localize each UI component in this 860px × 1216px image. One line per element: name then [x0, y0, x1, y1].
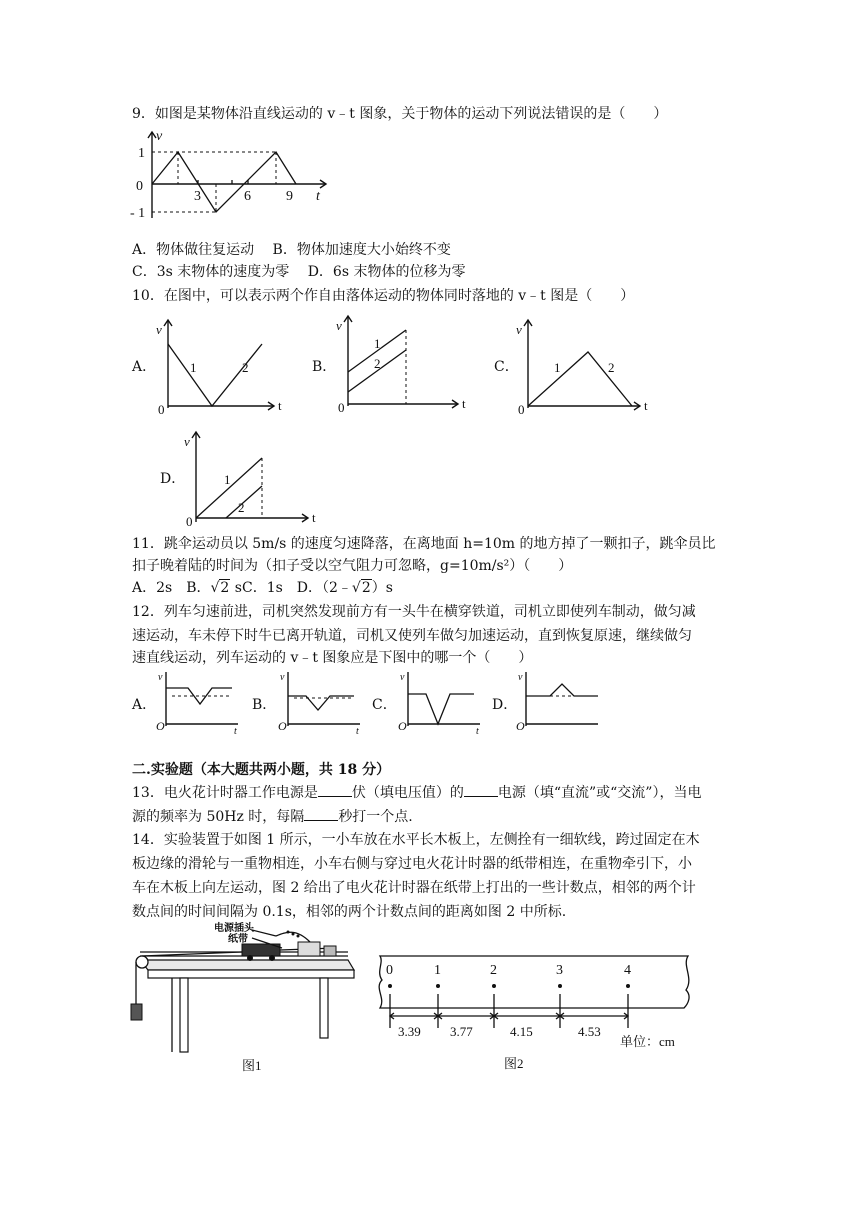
fig2-point-2: 2 — [490, 963, 497, 978]
q11-opt-b-tail: sC．1s D．（2﹣ — [230, 580, 352, 596]
q13-blank-type[interactable] — [464, 782, 498, 797]
q13-blank-period[interactable] — [304, 806, 338, 821]
q10b-1: 1 — [374, 336, 381, 351]
q13-line1 — [132, 782, 701, 803]
fig1-label-tape: 纸带 — [228, 934, 248, 945]
q12a-t: t — [234, 726, 237, 737]
q10b-2: 2 — [374, 356, 381, 371]
q10d-v: v — [184, 434, 190, 449]
q12b-o: O — [278, 719, 287, 733]
q10d-2: 2 — [238, 500, 245, 515]
q12d-o: O — [516, 719, 525, 733]
q14-line3: 车在木板上向左运动，图 2 给出了电火花计时器在纸带上打出的一些计数点，相邻的两个计 — [132, 880, 696, 896]
q10c-t: t — [644, 398, 648, 413]
q12c-t: t — [476, 726, 479, 737]
q12-option-c-label: C． — [372, 697, 397, 713]
fig1-caption: 图1 — [242, 1058, 262, 1073]
fig2-point-3: 3 — [556, 963, 563, 978]
q11-opt-a: A．2s B． — [132, 580, 211, 596]
q12b-t: t — [356, 726, 359, 737]
q10d-o: 0 — [186, 514, 193, 529]
fig2-point-0: 0 — [386, 963, 393, 978]
q9-options-1: A．物体做往复运动 B．物体加速度大小始终不变 — [132, 242, 451, 258]
q9-origin-label: 0 — [136, 179, 143, 194]
q9-stem: 9．如图是某物体沿直线运动的 v﹣t 图象，关于物体的运动下列说法错误的是（ ） — [132, 106, 668, 122]
q9-y1-label: 1 — [138, 146, 145, 161]
q12-stem-2: 速运动，车未停下时牛已离开轨道，司机又使列车做匀加速运动，直到恢复原速，继续做匀 — [132, 628, 692, 644]
q10a-v: v — [156, 322, 162, 337]
q10-option-a-label: A． — [132, 359, 157, 375]
q10b-t: t — [462, 396, 466, 411]
q10d-1: 1 — [224, 472, 231, 487]
q10a-1: 1 — [190, 360, 197, 375]
q12-option-d-label: D． — [492, 697, 518, 713]
fig2-unit: 单位：cm — [620, 1034, 675, 1049]
fig2-caption: 图2 — [504, 1056, 524, 1071]
q12a-v: v — [158, 672, 163, 683]
fig2-point-1: 1 — [434, 963, 441, 978]
fig2-dist-12: 3.77 — [450, 1024, 473, 1039]
q13-line2 — [132, 806, 413, 827]
q9-tick-9: 9 — [286, 189, 293, 204]
q14-figure1-apparatus — [126, 918, 362, 1074]
q11-stem-2: 扣子晚着陆的时间为（扣子受以空气阻力可忽略，g=10m/s²）（ ） — [132, 558, 573, 574]
q12-graph-d — [514, 668, 604, 732]
q13-line1-b: 伏（填电压值）的 — [351, 785, 464, 801]
q10-graph-a — [150, 316, 290, 416]
fig2-dist-23: 4.15 — [510, 1024, 533, 1039]
q9-vt-graph — [128, 128, 338, 228]
q10c-v: v — [516, 322, 522, 337]
fig2-point-4: 4 — [624, 963, 631, 978]
q12-option-a-label: A． — [132, 697, 157, 713]
q11-stem-1: 11．跳伞运动员以 5m/s 的速度匀速降落，在离地面 h=10m 的地方掉了一颗扣子，跳伞员比 — [132, 536, 716, 552]
q10b-v: v — [336, 318, 342, 333]
q10d-t: t — [312, 510, 316, 525]
q9-tick-3: 3 — [194, 189, 201, 204]
q9-options-2: C．3s 末物体的速度为零 D．6s 末物体的位移为零 — [132, 264, 466, 280]
q13-line1-c: 电源（填“直流”或“交流”），当电 — [497, 785, 702, 801]
q12b-v: v — [280, 672, 285, 683]
q10b-o: 0 — [338, 400, 345, 415]
fig1-label-plug: 电源插头 — [214, 923, 254, 934]
q13-line2-b: 秒打一个点. — [338, 809, 413, 825]
fig2-dist-34: 4.53 — [578, 1024, 601, 1039]
q10a-t: t — [278, 398, 282, 413]
q12c-v: v — [400, 672, 405, 683]
q9-tick-6: 6 — [244, 189, 251, 204]
q12-graph-a — [154, 668, 244, 737]
q12-graph-c — [396, 668, 486, 737]
q9-t-label: t — [316, 189, 320, 204]
q12a-o: O — [156, 719, 165, 733]
q11-sqrt-1: 2 — [220, 580, 230, 596]
q10c-2: 2 — [608, 360, 615, 375]
q11-opt-d-tail: ）s — [371, 580, 393, 596]
q14-line1: 14．实验装置于如图 1 所示，一小车放在水平长木板上，左侧拴有一细软线，跨过固定在木 — [132, 832, 700, 848]
q9-v-label: v — [156, 129, 163, 144]
q9-yneg1-label: - 1 — [130, 206, 146, 221]
q10-graph-c — [510, 316, 660, 416]
q12-graph-b — [276, 668, 366, 737]
q10-graph-b — [330, 312, 470, 415]
q13-line1-a: 13．电火花计时器工作电源是 — [132, 785, 318, 801]
q12-stem-3: 速直线运动，列车运动的 v﹣t 图象应是下图中的哪一个（ ） — [132, 650, 533, 666]
q12-stem-1: 12．列车匀速前进，司机突然发现前方有一头牛在横穿铁道，司机立即使列车制动，做匀减 — [132, 604, 696, 620]
q10c-1: 1 — [554, 360, 561, 375]
q10c-o: 0 — [518, 402, 525, 417]
q11-sqrt-2: 2 — [361, 580, 371, 596]
q11-options: A．2s B．√2 sC．1s D．（2﹣√2）s — [132, 580, 393, 596]
q12-option-b-label: B． — [252, 697, 277, 713]
section2-title: 二.实验题（本大题共两小题，共 18 分） — [132, 762, 391, 778]
q10-graph-d — [178, 428, 328, 528]
q13-blank-voltage[interactable] — [318, 782, 352, 797]
q10-option-d-label: D． — [160, 471, 186, 487]
q12d-v: v — [518, 672, 523, 683]
q10-stem: 10．在图中，可以表示两个作自由落体运动的物体同时落地的 v﹣t 图是（ ） — [132, 288, 635, 304]
q10a-2: 2 — [242, 360, 249, 375]
fig2-dist-01: 3.39 — [398, 1024, 421, 1039]
q14-line2: 板边缘的滑轮与一重物相连，小车右侧与穿过电火花计时器的纸带相连，在重物牵引下，小 — [132, 856, 692, 872]
q10-option-c-label: C． — [494, 359, 519, 375]
q10-option-b-label: B． — [312, 359, 337, 375]
q10a-o: 0 — [158, 402, 165, 417]
q12c-o: O — [398, 719, 407, 733]
q13-line2-a: 源的频率为 50Hz 时，每隔 — [132, 809, 305, 825]
q14-line4: 数点间的时间间隔为 0.1s，相邻的两个计数点间的距离如图 2 中所标. — [132, 904, 567, 920]
q14-figure2-tape — [366, 950, 700, 1074]
